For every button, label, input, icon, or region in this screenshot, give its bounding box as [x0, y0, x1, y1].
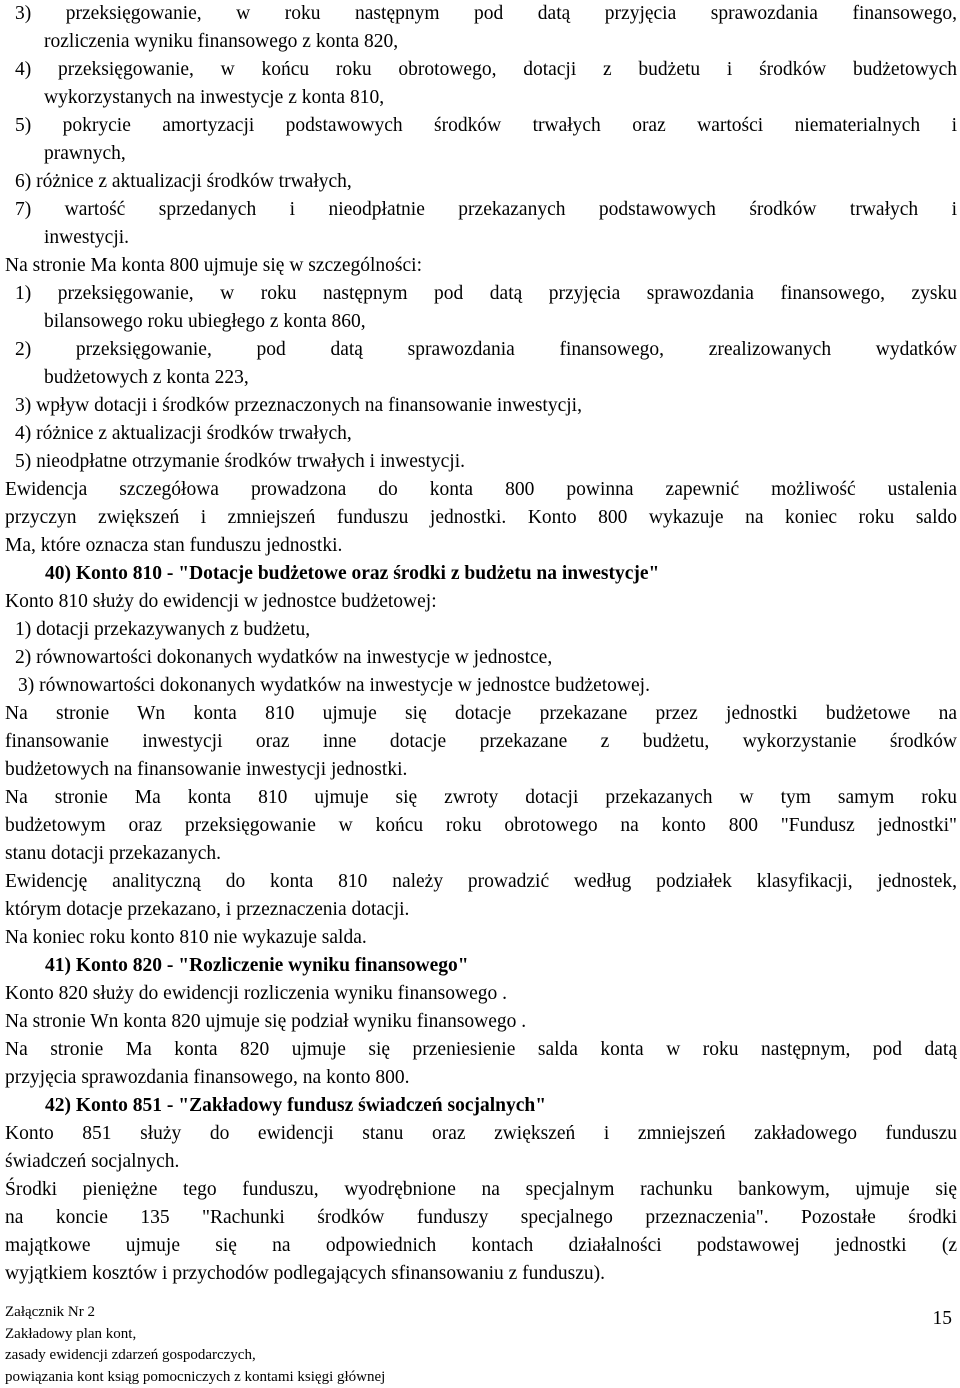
paragraph-line: Na stronie Ma konta 800 ujmuje się w szczególności: — [5, 255, 422, 276]
document-page — [5, 0, 957, 1288]
footer-plan-title: Zakładowy plan kont, — [5, 1325, 137, 1342]
list-item: 4) różnice z aktualizacji środków trwałych, — [15, 423, 352, 444]
footer-rules-title: zasady ewidencji zdarzeń gospodarczych, — [5, 1347, 256, 1363]
paragraph-line: Konto 851 służy do ewidencji stanu oraz zwiększeń i zmniejszeń zakładowego funduszu — [5, 1123, 957, 1144]
paragraph-line: Na koniec roku konto 810 nie wykazuje salda. — [5, 927, 367, 948]
section-heading-42: 42) Konto 851 - "Zakładowy fundusz świadczeń socjalnych" — [45, 1095, 547, 1116]
paragraph-line: którym dotacje przekazano, i przeznaczenia dotacji. — [5, 899, 410, 920]
list-item-continuation: inwestycji. — [44, 227, 130, 248]
paragraph-line: Konto 820 służy do ewidencji rozliczenia wyniku finansowego . — [5, 983, 508, 1004]
list-item: 2) równowartości dokonanych wydatków na inwestycje w jednostce, — [15, 647, 553, 668]
paragraph-line: Ma, które oznacza stan funduszu jednostki. — [5, 535, 343, 556]
section-heading-40: 40) Konto 810 - "Dotacje budżetowe oraz środki z budżetu na inwestycje" — [45, 563, 660, 584]
list-item: 3) wpływ dotacji i środków przeznaczonych na finansowanie inwestycji, — [15, 395, 582, 416]
paragraph-line: Na stronie Wn konta 820 ujmuje się podział wyniku finansowego . — [5, 1011, 527, 1032]
footer-attachment-label: Załącznik Nr 2 — [5, 1304, 95, 1320]
list-item: 4) przeksięgowanie, w końcu roku obrotowego, dotacji z budżetu i środków budżetowych — [15, 59, 957, 80]
list-item: 3) przeksięgowanie, w roku następnym pod datą przyjęcia sprawozdania finansowego, — [15, 3, 957, 24]
footer-links-title: powiązania kont ksiąg pomocniczych z kontami księgi głównej — [5, 1368, 386, 1385]
list-item-continuation: prawnych, — [44, 143, 126, 164]
paragraph-line: przyjęcia sprawozdania finansowego, na konto 800. — [5, 1067, 410, 1088]
list-item-continuation: rozliczenia wyniku finansowego z konta 820, — [44, 31, 399, 52]
list-item: 6) różnice z aktualizacji środków trwałych, — [15, 171, 352, 192]
list-item: 1) dotacji przekazywanych z budżetu, — [15, 619, 311, 640]
paragraph-line: finansowanie inwestycji oraz inne dotacje przekazane z budżetu, wykorzystanie środków — [5, 731, 957, 752]
paragraph-line: Na stronie Ma konta 820 ujmuje się przeniesienie salda konta w roku następnym, pod datą — [5, 1039, 957, 1060]
list-item: 1) przeksięgowanie, w roku następnym pod datą przyjęcia sprawozdania finansowego, zysku — [15, 283, 957, 304]
paragraph-line: wyjątkiem kosztów i przychodów podlegających sfinansowaniu z funduszu). — [5, 1263, 606, 1284]
page-number: 15 — [932, 1308, 952, 1329]
paragraph-line: przyczyn zwiększeń i zmniejszeń funduszu jednostki. Konto 800 wykazuje na koniec roku saldo — [5, 507, 957, 528]
paragraph-line: majątkowe ujmuje się na odpowiednich kontach działalności podstawowej jednostki (z — [5, 1235, 957, 1256]
list-item: 5) nieodpłatne otrzymanie środków trwałych i inwestycji. — [15, 451, 466, 472]
paragraph-line: budżetowym oraz przeksięgowanie w końcu roku obrotowego na konto 800 "Fundusz jednostki" — [5, 815, 957, 836]
paragraph-line: stanu dotacji przekazanych. — [5, 843, 222, 864]
list-item: 7) wartość sprzedanych i nieodpłatnie przekazanych podstawowych środków trwałych i — [15, 199, 957, 220]
list-item-continuation: wykorzystanych na inwestycje z konta 810, — [44, 87, 385, 108]
paragraph-line: Konto 810 służy do ewidencji w jednostce budżetowej: — [5, 591, 437, 612]
page-footer — [5, 1302, 385, 1388]
paragraph-line: Na stronie Ma konta 810 ujmuje się zwroty dotacji przekazanych w tym samym roku — [5, 787, 957, 808]
list-item: 5) pokrycie amortyzacji podstawowych środków trwałych oraz wartości niematerialnych i — [15, 115, 957, 136]
section-heading-41: 41) Konto 820 - "Rozliczenie wyniku finansowego" — [45, 955, 469, 976]
paragraph-line: Ewidencja szczegółowa prowadzona do konta 800 powinna zapewnić możliwość ustalenia — [5, 479, 957, 500]
paragraph-line: świadczeń socjalnych. — [5, 1151, 180, 1172]
list-item-continuation: bilansowego roku ubiegłego z konta 860, — [44, 311, 366, 332]
paragraph-line: budżetowych na finansowanie inwestycji jednostki. — [5, 759, 408, 780]
paragraph-line: Ewidencję analityczną do konta 810 należy prowadzić według podziałek klasyfikacji, jednostek, — [5, 871, 957, 892]
paragraph-line: na koncie 135 "Rachunki środków funduszy specjalnego przeznaczenia". Pozostałe środki — [5, 1207, 957, 1228]
list-item-continuation: budżetowych z konta 223, — [44, 367, 249, 388]
list-item: 2) przeksięgowanie, pod datą sprawozdania finansowego, zrealizowanych wydatków — [15, 339, 957, 360]
paragraph-line: Na stronie Wn konta 810 ujmuje się dotacje przekazane przez jednostki budżetowe na — [5, 703, 957, 724]
list-item: 3) równowartości dokonanych wydatków na inwestycje w jednostce budżetowej. — [18, 675, 650, 696]
paragraph-line: Środki pieniężne tego funduszu, wyodrębnione na specjalnym rachunku bankowym, ujmuje się — [5, 1179, 957, 1200]
